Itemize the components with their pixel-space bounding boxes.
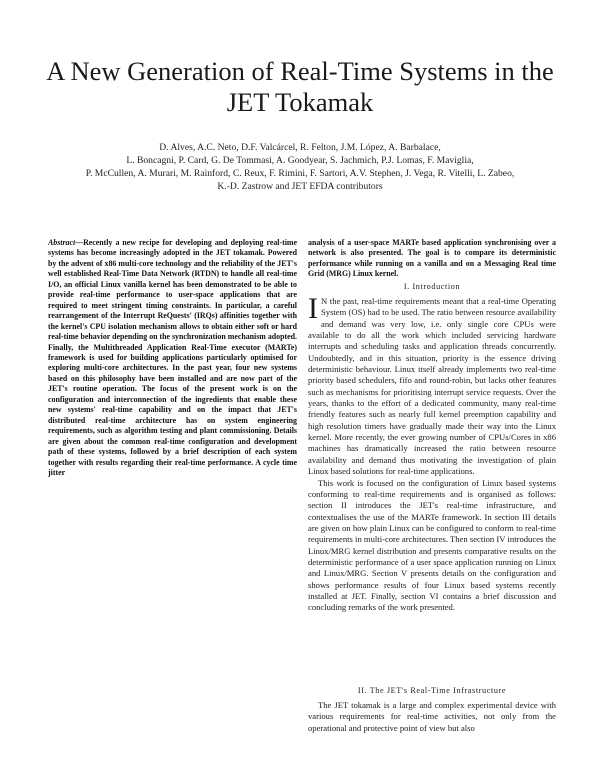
author-line: P. McCullen, A. Murari, M. Rainford, C. Reux, F. Rimini, F. Sartori, A.V. Stephen, J. Vega, R. Vitelli, L. Zabeo, [85, 168, 515, 179]
paragraph [308, 292, 556, 478]
author-list [44, 141, 556, 193]
section2-body [308, 700, 556, 734]
author-line: K.-D. Zastrow and JET EFDA contributors [217, 181, 383, 192]
drop-cap: I [308, 292, 318, 325]
author-line: D. Alves, A.C. Neto, D.F. Valcárcel, R. Felton, J.M. López, A. Barbalace, [159, 142, 441, 153]
paragraph-text: N the past, real-time requirements meant that a real-time Operating System (OS) had to be used. The ratio between resource availability and demand was very low, i.e. only single core CPUs were available to do all the work which included servicing hardware interrupts and scheduling tasks and application threads concurrently. Undoubtedly, and in this situation, priority is the essence driving deterministic behaviour. Linux itself already implements two real-time priority based schedulers, fifo and round-robin, but lacks other features such as mechanisms for prioritising interrupt service requests. Over the years, thanks to the effort of a dedicated community, many real-time friendly features such as nearly full kernel preemption capability and high resolution timers have gradually made their way into the Linux kernel. More recently, the ever growing number of CPUs/Cores in x86 machines has dramatically increased the ratio between resource availability and demand thus motivating the investigation of plain Linux based solutions for real-time applications. [308, 296, 556, 477]
abstract-continued [308, 238, 556, 280]
section-heading-introduction: I. Introduction [403, 282, 461, 291]
abstract [48, 238, 297, 478]
paragraph: The JET tokamak is a large and complex experimental device with various requirements for real-time activities, not only from the operational and protective point of view but also [308, 700, 556, 733]
section-heading-infrastructure: II. The JET's Real-Time Infrastructure [357, 686, 507, 695]
abstract-label: Abstract [48, 238, 76, 247]
paper-title: A New Generation of Real-Time Systems in the JET Tokamak [46, 56, 554, 117]
abstract-text: —Recently a new recipe for developing and deploying real-time systems has become increasingly adopted in the JET tokamak. Powered by the advent of x86 multi-core technology and the reliability of the JET's well established Real-Time Data Network (RTDN) to handle all real-time I/O, an official Linux vanilla kernel has been demonstrated to be able to provide real-time performance to user-space applications that are required to meet stringent timing constraints. In particular, a careful rearrangement of the Interrupt ReQuests' (IRQs) affinities together with the kernel's CPU isolation mechanism allows to obtain either soft or hard real-time behavior depending on the synchronization mechanism adopted. Finally, the Multithreaded Application Real-Time executor (MARTe) framework is used for building applications particularly optimised for exploring multi-core architectures. In the past year, four new systems based on this philosophy have been installed and are now part of the JET's routine operation. The focus of the present work is on the configuration and interconnection of the ingredients that enable these new systems' real-time capability and on the impact that JET's distributed real-time architecture has on system engineering requirements, such as algorithm testing and plant commissioning. Details are given about the common real-time configuration and development path of these systems, followed by a brief description of each system together with results regarding their real-time performance. A cycle time jitter [48, 238, 298, 477]
introduction-body [308, 292, 556, 614]
paragraph: This work is focused on the configuration of Linux based systems conforming to real-time requirements and is organised as follows: section II introduces the JET's real-time infrastructure, and contextualises the use of the MARTe framework. In section III details are given on how plain Linux can be configured to conform to real-time requirements in multi-core architectures. Then section IV introduces the Linux/MRG kernel distribution and presents comparative results on the deterministic performance of a user space application running on Linux and Linux/MRG. Section V presents details on the configuration and shows performance results of four Linux based systems recently installed at JET. Finally, section VI contains a brief discussion and concluding remarks of the work presented. [308, 477, 556, 613]
author-line: L. Boncagni, P. Card, G. De Tommasi, A. Goodyear, S. Jachmich, P.J. Lomas, F. Maviglia, [126, 155, 474, 166]
abstract-continued-text: analysis of a user-space MARTe based application synchronising over a network is also presented. The goal is to compare its deterministic performance while running on a vanilla and on a Messaging Real time Grid (MRG) Linux kernel. [308, 238, 556, 279]
